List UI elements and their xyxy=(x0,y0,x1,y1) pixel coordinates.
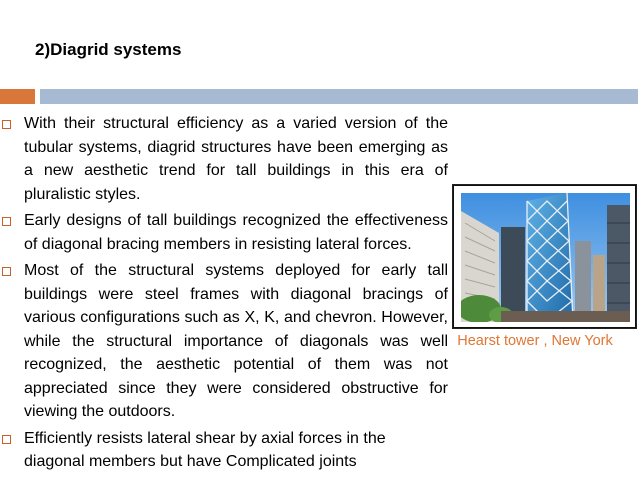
bullet-item xyxy=(0,427,448,474)
building-photo xyxy=(452,184,637,329)
bullet-text: With their structural efficiency as a varied version of the tubular systems, diagrid structures have been emerging as a new aesthetic trend for tall buildings in this era of pluralistic styles. xyxy=(24,115,448,203)
bullet-square-icon xyxy=(2,267,11,276)
bullet-square-icon xyxy=(2,435,11,444)
bullet-item xyxy=(0,209,448,256)
bullet-text: Early designs of tall buildings recognized the effectiveness of diagonal bracing members in resisting lateral forces. xyxy=(24,212,448,253)
accent-bar-orange xyxy=(0,89,35,104)
bullet-text: Most of the structural systems deployed for early tall buildings were steel frames with diagonal bracings of various configurations such as X, K, and chevron. However, while the structural importance of diagonals was well recognized, the aesthetic potential of them was not appreciated since they were considered obstructive for viewing the outdoors. xyxy=(24,262,448,420)
bullet-item xyxy=(0,259,448,424)
accent-bar-blue xyxy=(40,89,638,104)
bullet-square-icon xyxy=(2,120,11,129)
bullet-list xyxy=(0,112,448,477)
slide-title: 2)Diagrid systems xyxy=(35,40,182,59)
bullet-text: Efficiently resists lateral shear by axial forces in the diagonal members but have Complicated joints xyxy=(24,429,386,470)
bullet-square-icon xyxy=(2,217,11,226)
photo-caption: Hearst tower , New York xyxy=(457,333,613,349)
bullet-item xyxy=(0,112,448,206)
building-photo-icon xyxy=(461,193,630,322)
